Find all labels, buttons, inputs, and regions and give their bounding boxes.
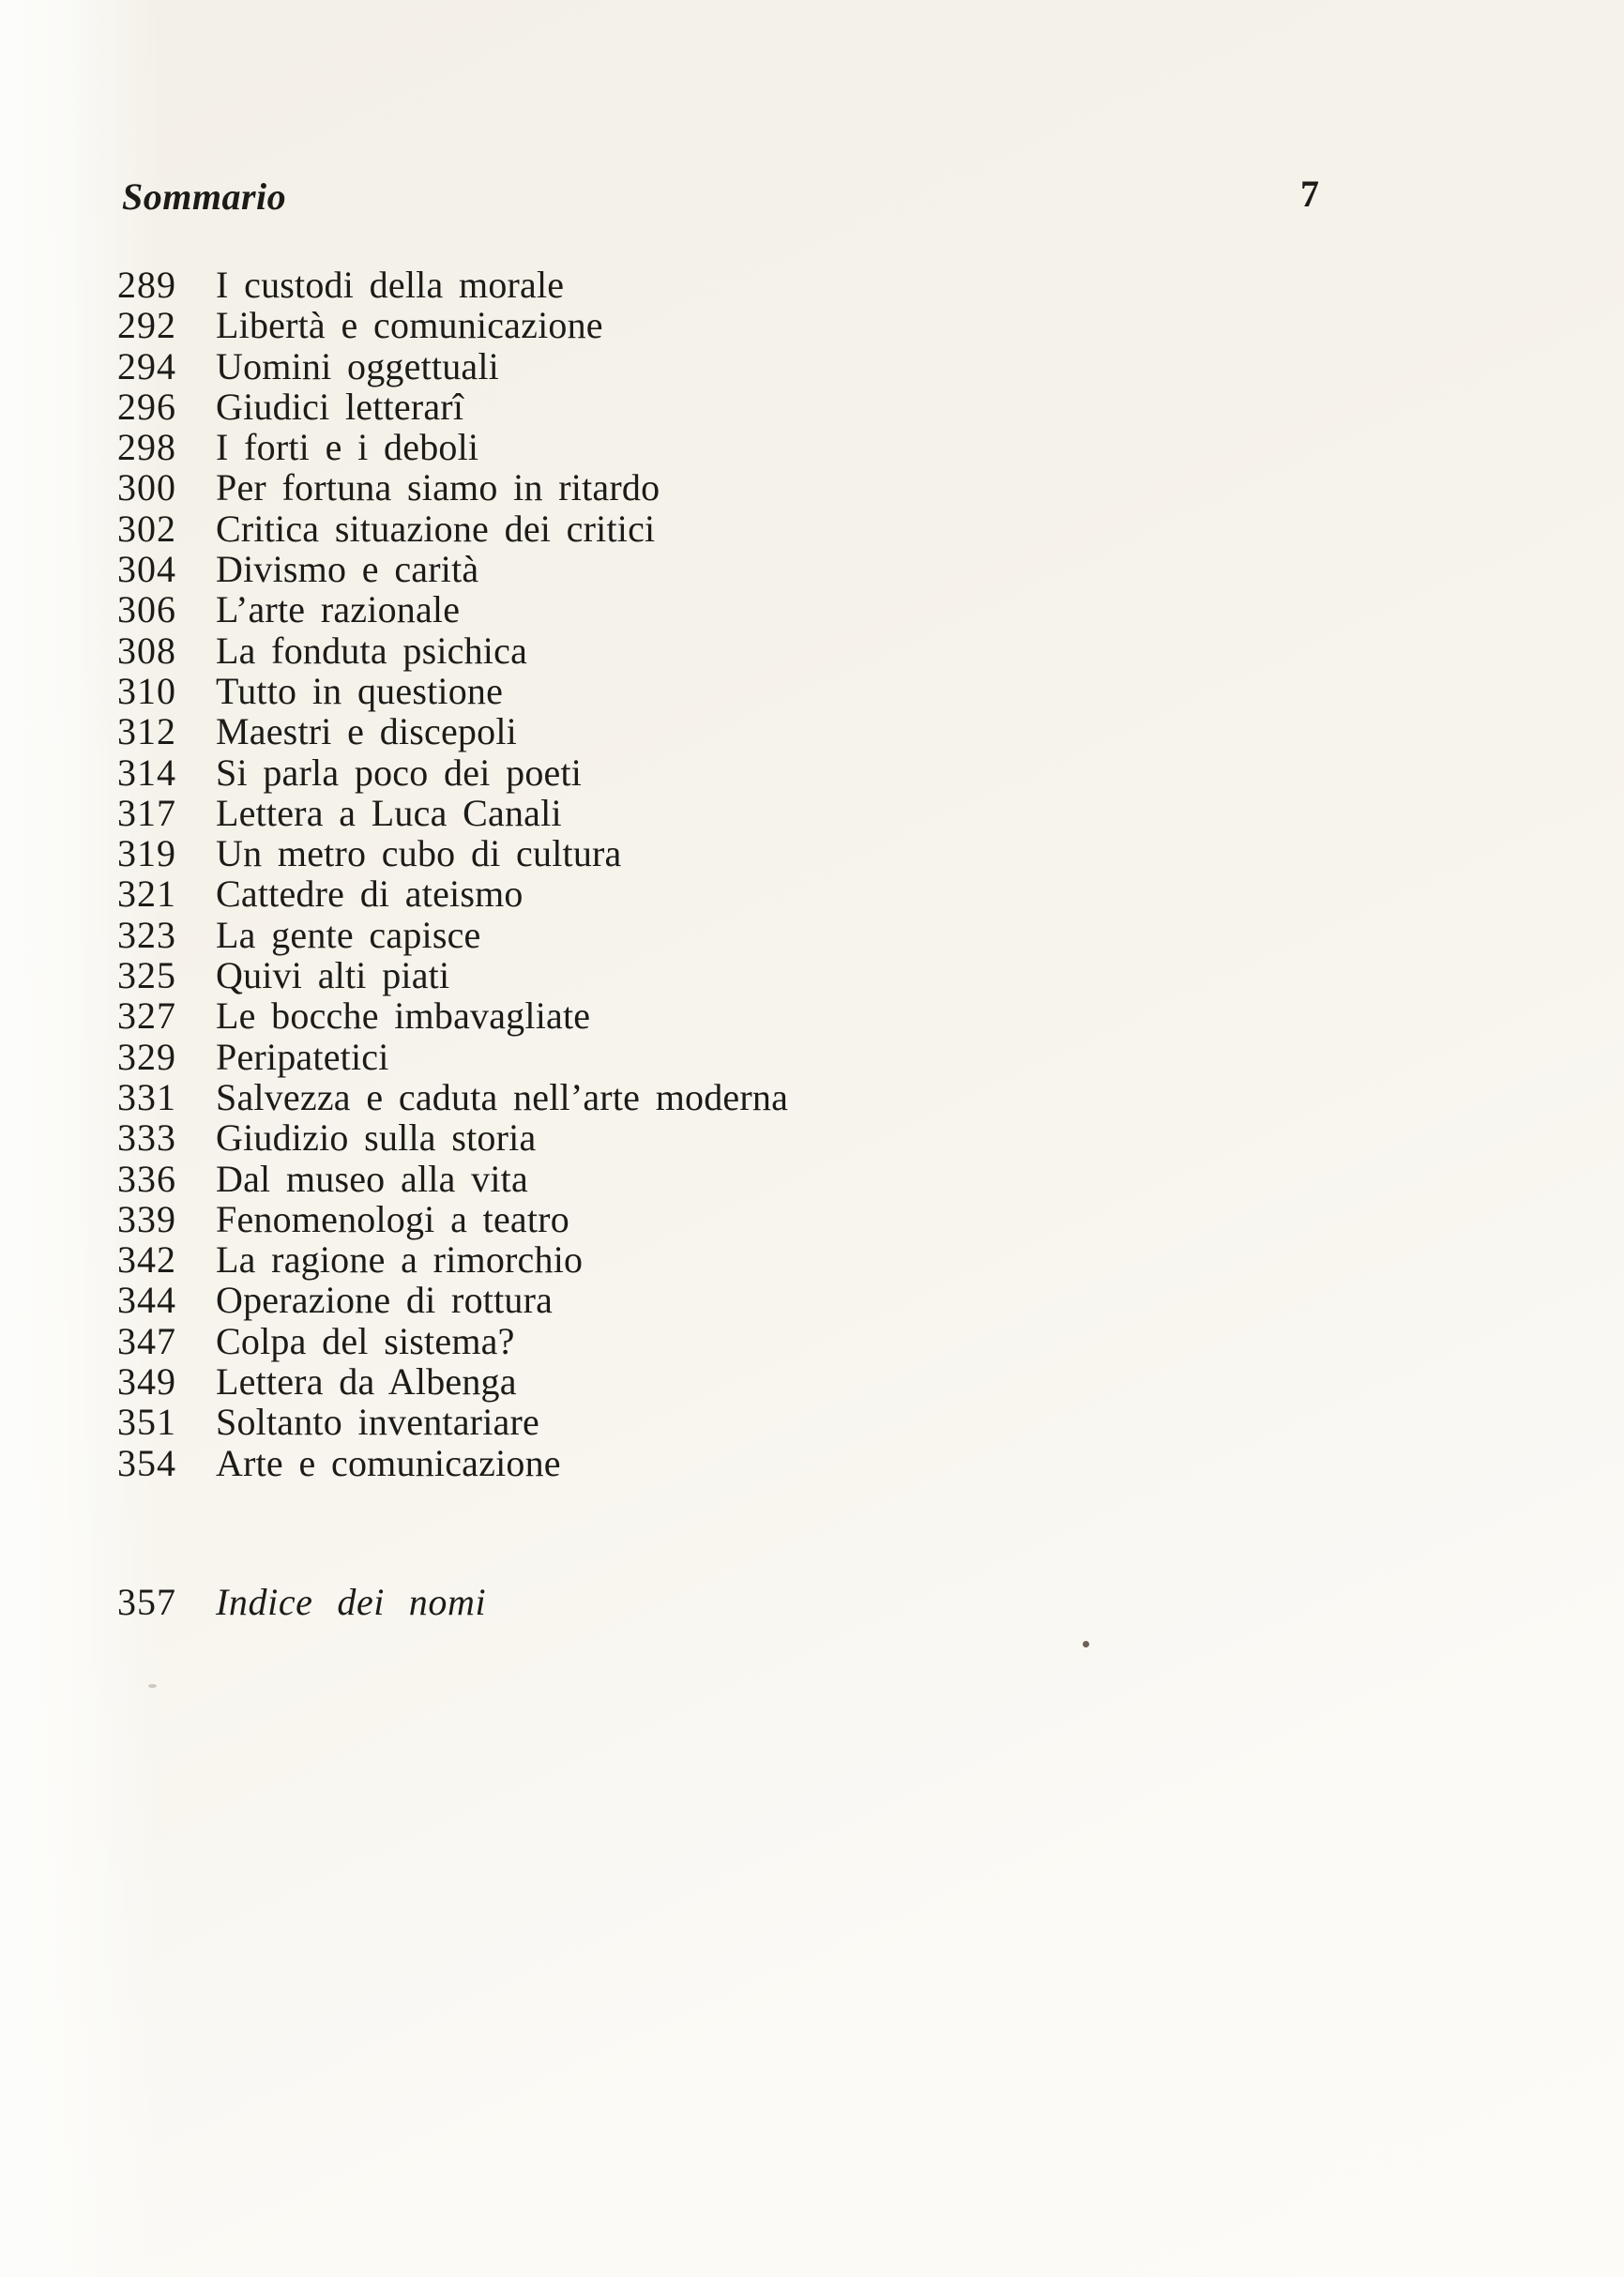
toc-entry-title: I custodi della morale: [216, 264, 565, 306]
toc-entry-title: Uomini oggettuali: [216, 344, 499, 387]
toc-entry-title: Giudici letterarî: [216, 385, 464, 428]
toc-entry-title: Tutto in questione: [216, 669, 504, 712]
scan-ink-speck: [1083, 1641, 1089, 1647]
toc-entry: [117, 833, 1337, 873]
toc-entry-page-number: 310: [117, 669, 176, 712]
toc-entry-page-number: 314: [117, 751, 176, 794]
toc-entry-title: Colpa del sistema?: [216, 1319, 515, 1362]
toc-entry-page-number: 331: [117, 1075, 176, 1118]
toc-entry: [117, 1117, 1337, 1158]
toc-entry-title: La ragione a rimorchio: [216, 1238, 584, 1282]
toc-entry: [117, 1402, 1337, 1442]
toc-entry: [117, 265, 1337, 305]
toc-entry-title: Quivi alti piati: [216, 954, 450, 997]
toc-entry: [117, 1443, 1337, 1483]
toc-entry-page-number: 325: [117, 954, 176, 997]
toc-entry: [117, 427, 1337, 467]
toc-entry-title: La gente capisce: [216, 913, 481, 956]
toc-entry-page-number: 304: [117, 548, 176, 591]
toc-entry-page-number: 302: [117, 507, 176, 550]
toc-index-entry: [117, 1582, 486, 1622]
toc-entry-title: Per fortuna siamo in ritardo: [216, 466, 660, 509]
toc-entry-title: La fonduta psichica: [216, 629, 528, 672]
toc-entry: [117, 752, 1337, 793]
toc-entry: [117, 671, 1337, 711]
toc-entry-page-number: 354: [117, 1441, 176, 1484]
toc-entry-title: Maestri e discepoli: [216, 710, 517, 753]
toc-entry: [117, 589, 1337, 630]
toc-entry-page-number: 333: [117, 1116, 176, 1160]
toc-entry: [117, 549, 1337, 589]
toc-entry: [117, 305, 1337, 345]
toc-entry-page-number: 321: [117, 873, 176, 916]
toc-entry-title: Divismo e carità: [216, 548, 479, 591]
toc-entry-page-number: 347: [117, 1319, 176, 1362]
toc-entry: [117, 387, 1337, 427]
toc-entry-page-number: 319: [117, 832, 176, 875]
toc-index-entry-title: Indice dei nomi: [216, 1581, 487, 1623]
running-header-title: Sommario: [122, 175, 287, 218]
toc-entry-page-number: 329: [117, 1035, 176, 1078]
toc-entry-page-number: 292: [117, 304, 176, 347]
toc-entry-title: I forti e i deboli: [216, 426, 479, 469]
toc-entry-page-number: 306: [117, 588, 176, 631]
toc-entry-page-number: 300: [117, 466, 176, 509]
toc-entry: [117, 1077, 1337, 1117]
toc-entry: [117, 873, 1337, 914]
toc-entry-title: Salvezza e caduta nell’arte moderna: [216, 1075, 789, 1118]
toc-entry-page-number: 296: [117, 385, 176, 428]
toc-entry-title: Libertà e comunicazione: [216, 304, 603, 347]
toc-entry-title: Operazione di rottura: [216, 1279, 554, 1322]
toc-entry-title: Soltanto inventariare: [216, 1401, 539, 1444]
toc-entry-title: Lettera a Luca Canali: [216, 791, 562, 834]
toc-entry-page-number: 344: [117, 1279, 176, 1322]
toc-entry: [117, 711, 1337, 751]
toc-list: [117, 265, 1337, 1483]
toc-entry: [117, 509, 1337, 549]
toc-entry-page-number: 349: [117, 1360, 176, 1404]
toc-entry-title: Cattedre di ateismo: [216, 873, 524, 916]
toc-entry: [117, 346, 1337, 387]
toc-entry-title: Le bocche imbavagliate: [216, 994, 591, 1038]
toc-entry: [117, 1159, 1337, 1199]
toc-entry: [117, 1361, 1337, 1402]
toc-entry-page-number: 289: [117, 264, 176, 306]
toc-entry-page-number: 312: [117, 710, 176, 753]
running-header-page-number: 7: [1300, 173, 1319, 215]
toc-entry: [117, 1199, 1337, 1239]
toc-entry: [117, 915, 1337, 955]
toc-entry-title: L’arte razionale: [216, 588, 461, 631]
toc-entry-page-number: 317: [117, 791, 176, 834]
toc-entry-title: Giudizio sulla storia: [216, 1116, 537, 1160]
toc-entry: [117, 793, 1337, 833]
toc-entry-title: Un metro cubo di cultura: [216, 832, 622, 875]
toc-entry: [117, 1239, 1337, 1280]
toc-entry: [117, 1037, 1337, 1077]
toc-entry-title: Peripatetici: [216, 1035, 389, 1078]
toc-entry-title: Critica situazione dei critici: [216, 507, 656, 550]
toc-entry-page-number: 298: [117, 426, 176, 469]
toc-entry: [117, 995, 1337, 1036]
toc-entry-page-number: 351: [117, 1401, 176, 1444]
toc-entry-page-number: 308: [117, 629, 176, 672]
toc-entry-page-number: 327: [117, 994, 176, 1038]
toc-entry-title: Si parla poco dei poeti: [216, 751, 583, 794]
toc-entry-page-number: 294: [117, 344, 176, 387]
toc-entry-page-number: 336: [117, 1157, 176, 1200]
toc-entry-page-number: 339: [117, 1197, 176, 1240]
toc-entry: [117, 1321, 1337, 1361]
toc-entry-title: Fenomenologi a teatro: [216, 1197, 569, 1240]
toc-entry-title: Arte e comunicazione: [216, 1441, 561, 1484]
toc-entry: [117, 467, 1337, 508]
toc-entry-title: Dal museo alla vita: [216, 1157, 528, 1200]
toc-entry: [117, 955, 1337, 995]
scan-faint-mark: [148, 1684, 157, 1688]
toc-entry-title: Lettera da Albenga: [216, 1360, 517, 1404]
toc-entry: [117, 630, 1337, 671]
toc-entry: [117, 1280, 1337, 1320]
toc-index-entry-page-number: 357: [117, 1581, 176, 1623]
toc-entry-page-number: 342: [117, 1238, 176, 1282]
toc-entry-page-number: 323: [117, 913, 176, 956]
